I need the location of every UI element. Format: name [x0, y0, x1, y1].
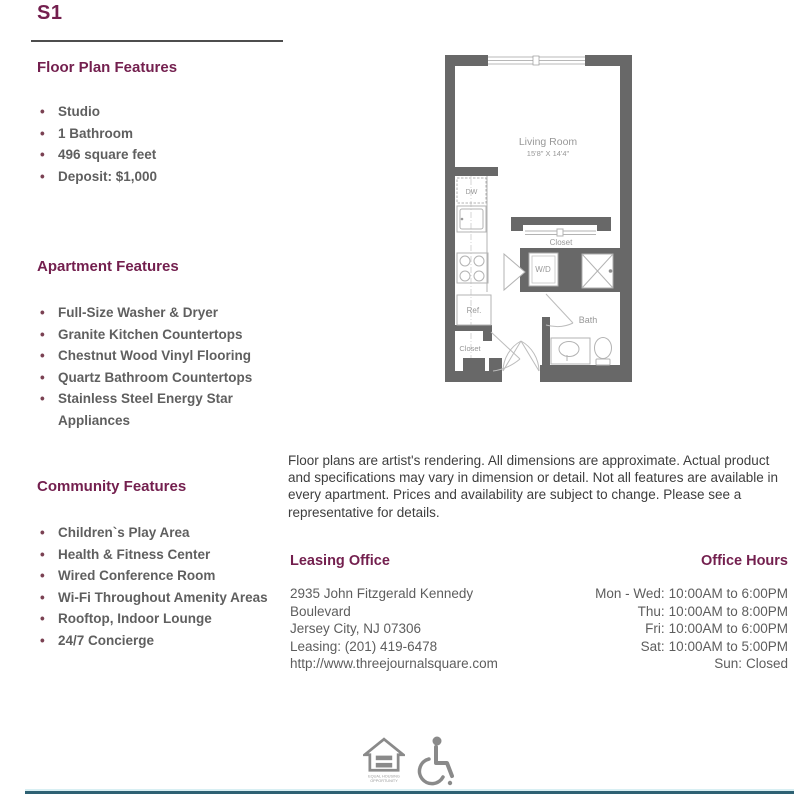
list-item: • Quartz Bathroom Countertops	[37, 367, 289, 389]
community-features-heading: Community Features	[37, 478, 187, 495]
floor-plan-features-heading: Floor Plan Features	[37, 59, 178, 76]
list-item: • Full-Size Washer & Dryer	[37, 302, 289, 324]
washer-dryer-label: W/D	[535, 265, 551, 274]
leasing-office-address	[290, 585, 508, 673]
address-street: 2935 John Fitzgerald Kennedy Boulevard	[290, 586, 474, 619]
hours-day: Sun:	[714, 656, 742, 671]
hours-time: 10:00AM to 8:00PM	[668, 603, 788, 619]
footer-icons	[363, 735, 455, 789]
equal-housing-opportunity-icon	[363, 735, 405, 789]
toilet	[595, 338, 612, 359]
hours-time: 10:00AM to 6:00PM	[668, 586, 788, 601]
list-item: • 1 Bathroom	[37, 123, 289, 145]
refrigerator-label: Ref.	[466, 306, 482, 315]
list-item: • Wi-Fi Throughout Amenity Areas	[37, 587, 289, 609]
title-divider	[31, 40, 283, 42]
list-item: • Rooftop, Indoor Lounge	[37, 608, 289, 630]
list-item: • Health & Fitness Center	[37, 544, 289, 566]
list-item: • Studio	[37, 101, 289, 123]
office-hours-table	[595, 585, 788, 673]
list-item: • Children`s Play Area	[37, 522, 289, 544]
floor-plan-image	[445, 55, 632, 382]
list-item: • Deposit: $1,000	[37, 166, 289, 188]
list-item: • Granite Kitchen Countertops	[37, 324, 289, 346]
hours-day: Fri:	[645, 621, 665, 636]
wheelchair-accessible-icon	[415, 735, 455, 789]
leasing-office-heading: Leasing Office	[290, 553, 390, 569]
hours-time: Closed	[745, 656, 788, 671]
apartment-features-list	[37, 302, 289, 431]
hours-day: Sat:	[640, 638, 665, 654]
page-bottom-border	[25, 789, 794, 794]
hours-time: 10:00AM to 5:00PM	[668, 638, 788, 654]
floor-plan-features-list	[37, 101, 289, 187]
page-title: S1	[37, 2, 63, 24]
floor-plan-walls	[445, 55, 632, 382]
hours-day: Mon - Wed:	[595, 586, 665, 601]
shower	[582, 254, 613, 288]
closet-sliding-door	[525, 229, 596, 236]
hours-row	[595, 603, 788, 621]
apartment-features-heading: Apartment Features	[37, 258, 179, 275]
hours-row	[595, 638, 788, 656]
list-item: • Wired Conference Room	[37, 565, 289, 587]
list-item: • Chestnut Wood Vinyl Flooring	[37, 345, 289, 367]
list-item: • 24/7 Concierge	[37, 630, 289, 652]
equal-housing-caption-line1: EQUAL HOUSING	[368, 774, 400, 779]
hours-row	[595, 585, 788, 603]
leasing-phone: Leasing: (201) 419-6478	[290, 638, 438, 654]
hours-row	[595, 655, 788, 673]
dishwasher-label: DW	[465, 189, 478, 196]
hours-time: 10:00AM to 6:00PM	[668, 621, 788, 636]
living-room-dimensions: 15'8" X 14'4"	[526, 149, 570, 158]
living-room-label: Living Room	[518, 136, 578, 148]
community-features-list	[37, 522, 289, 651]
closet-bottom-label: Closet	[459, 344, 481, 353]
hours-day: Thu:	[637, 603, 665, 619]
hours-row	[595, 620, 788, 638]
disclaimer-text: Floor plans are artist's rendering. All dimensions are approximate. Actual product and specifications may vary in dimension or detail. Not all features are available in every apartment. Prices and availability are subject to change. Please see a representative for details.	[288, 453, 779, 520]
website-url: http://www.threejournalsquare.com	[290, 656, 498, 671]
list-item: • Stainless Steel Energy Star Appliances	[37, 388, 289, 431]
list-item: • 496 square feet	[37, 144, 289, 166]
address-city: Jersey City, NJ 07306	[290, 621, 422, 636]
sink-faucet	[461, 218, 464, 221]
office-hours-heading: Office Hours	[700, 553, 788, 569]
equal-housing-caption-line2: OPPORTUNITY	[370, 779, 398, 784]
window-mullion	[533, 56, 539, 65]
bath-label: Bath	[578, 315, 598, 325]
closet-top-label: Closet	[549, 238, 573, 247]
